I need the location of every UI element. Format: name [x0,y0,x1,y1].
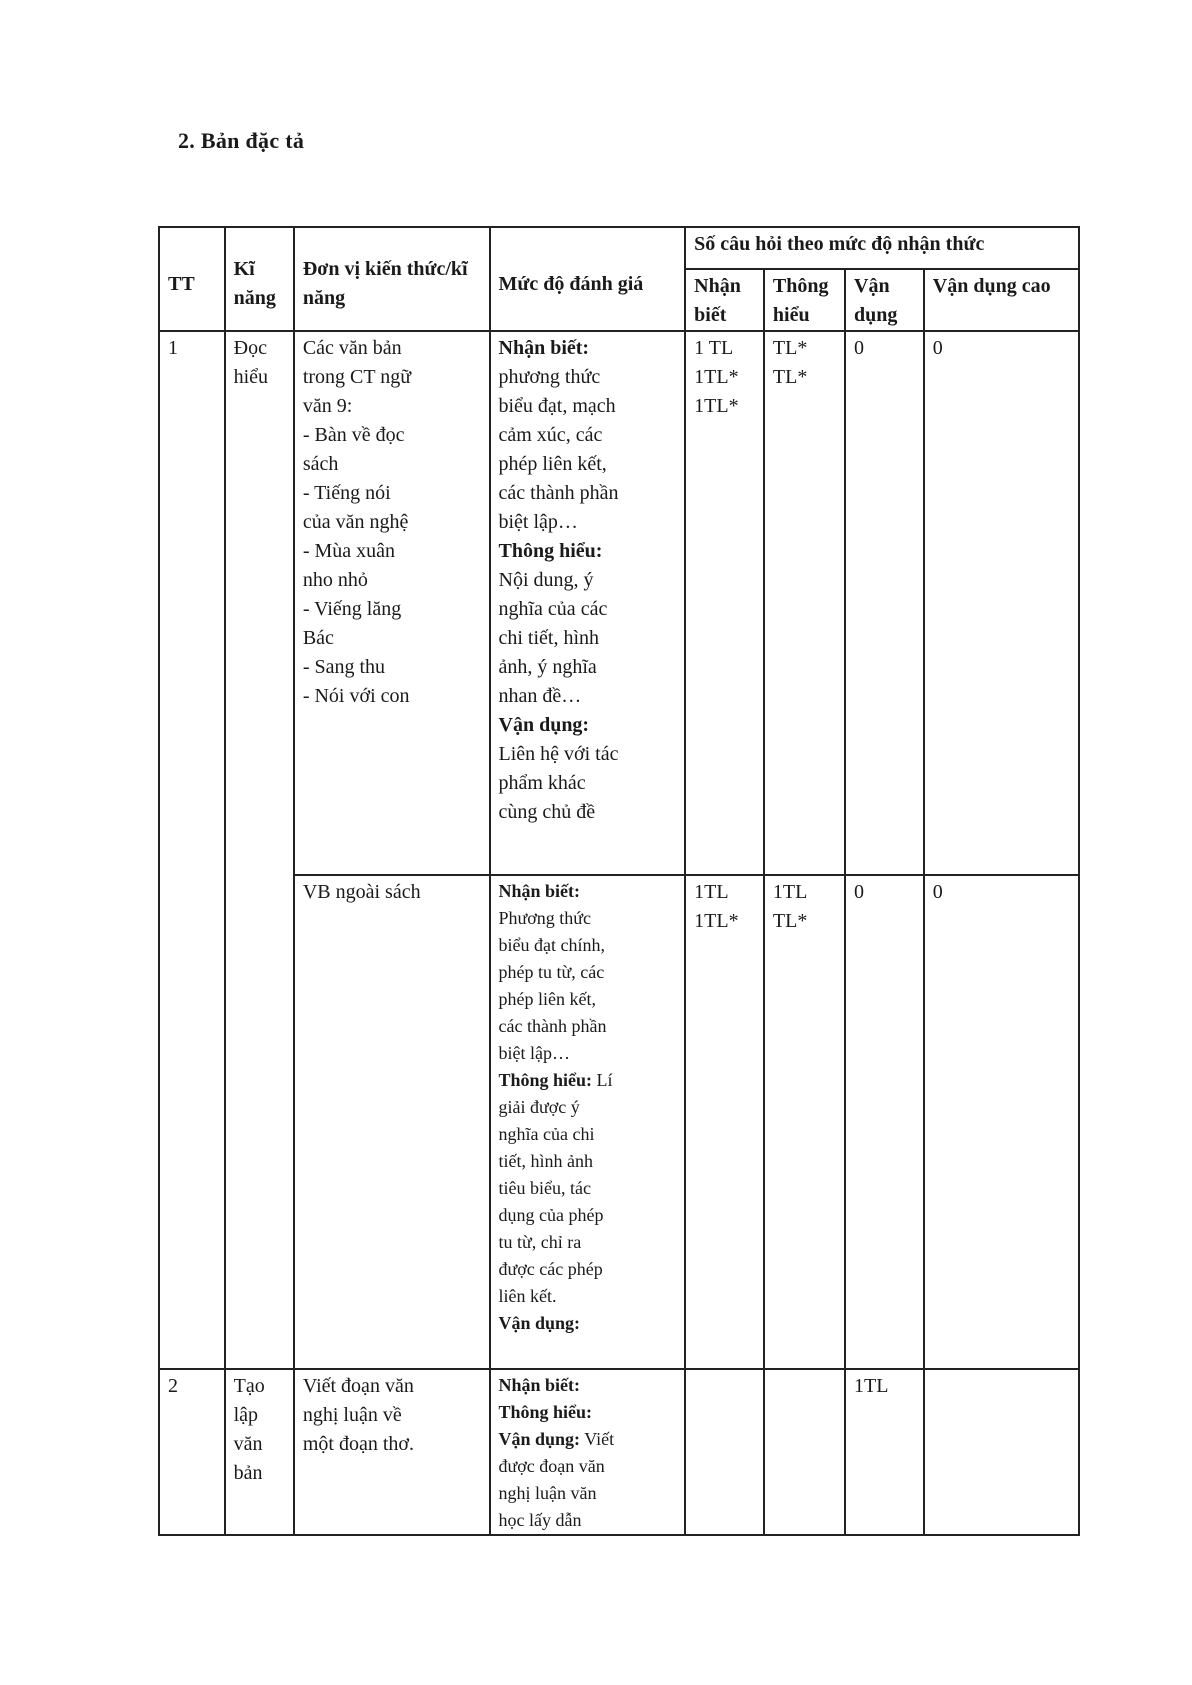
cell-nhan-biet [685,1369,764,1535]
cell-muc-do: Nhận biết: Thông hiểu: Vận dụng: Viết được đoạn văn nghị luận văn học lấy dẫn [490,1369,686,1535]
cell-van-dung-cao: 0 [924,331,1079,875]
cell-don-vi: Các văn bản trong CT ngữ văn 9: - Bàn về đọc sách - Tiếng nói của văn nghệ - Mùa xuân nho nhỏ - Viếng lăng Bác - Sang thu - Nói với con [294,331,490,875]
header-don-vi: Đơn vị kiến thức/kĩ năng [294,227,490,331]
header-van-dung-cao: Vận dụng cao [924,269,1079,331]
header-group: Số câu hỏi theo mức độ nhận thức [685,227,1079,269]
cell-don-vi: VB ngoài sách [294,875,490,1369]
cell-thong-hieu [764,1369,845,1535]
cell-nhan-biet: 1TL 1TL* [685,875,764,1369]
cell-van-dung: 1TL [845,1369,924,1535]
header-ki-nang: Kĩ năng [225,227,294,331]
cell-thong-hieu: TL* TL* [764,331,845,875]
cell-van-dung: 0 [845,875,924,1369]
cell-don-vi: Viết đoạn văn nghị luận về một đoạn thơ. [294,1369,490,1535]
cell-nhan-biet: 1 TL 1TL* 1TL* [685,331,764,875]
cell-van-dung-cao [924,1369,1079,1535]
header-tt: TT [159,227,225,331]
cell-muc-do: Nhận biết: phương thức biểu đạt, mạch cảm xúc, các phép liên kết, các thành phần biệt lập… Thông hiểu: Nội dung, ý nghĩa của các chi tiết, hình ảnh, ý nghĩa nhan đề… Vận dụng: Liên hệ với tác phẩm khác cùng chủ đề [490,331,686,875]
cell-thong-hieu: 1TL TL* [764,875,845,1369]
table-row [159,1369,1079,1535]
cell-tt: 1 [159,331,225,1369]
cell-van-dung-cao: 0 [924,875,1079,1369]
header-van-dung: Vận dụng [845,269,924,331]
cell-ki-nang: Đọc hiểu [225,331,294,1369]
cell-tt: 2 [159,1369,225,1535]
table-row [159,875,1079,1369]
spec-table [158,226,1080,1536]
header-thong-hieu: Thông hiểu [764,269,845,331]
table-row [159,331,1079,875]
header-muc-do: Mức độ đánh giá [490,227,686,331]
section-heading: 2. Bản đặc tả [178,128,305,153]
cell-van-dung: 0 [845,331,924,875]
header-nhan-biet: Nhận biết [685,269,764,331]
cell-muc-do: Nhận biết: Phương thức biểu đạt chính, phép tu từ, các phép liên kết, các thành phần biệt lập… Thông hiểu: Lí giải được ý nghĩa của chi tiết, hình ảnh tiêu biểu, tác dụng của phép tu từ, chỉ ra được các phép liên kết. Vận dụng: [490,875,686,1369]
cell-ki-nang: Tạo lập văn bản [225,1369,294,1535]
